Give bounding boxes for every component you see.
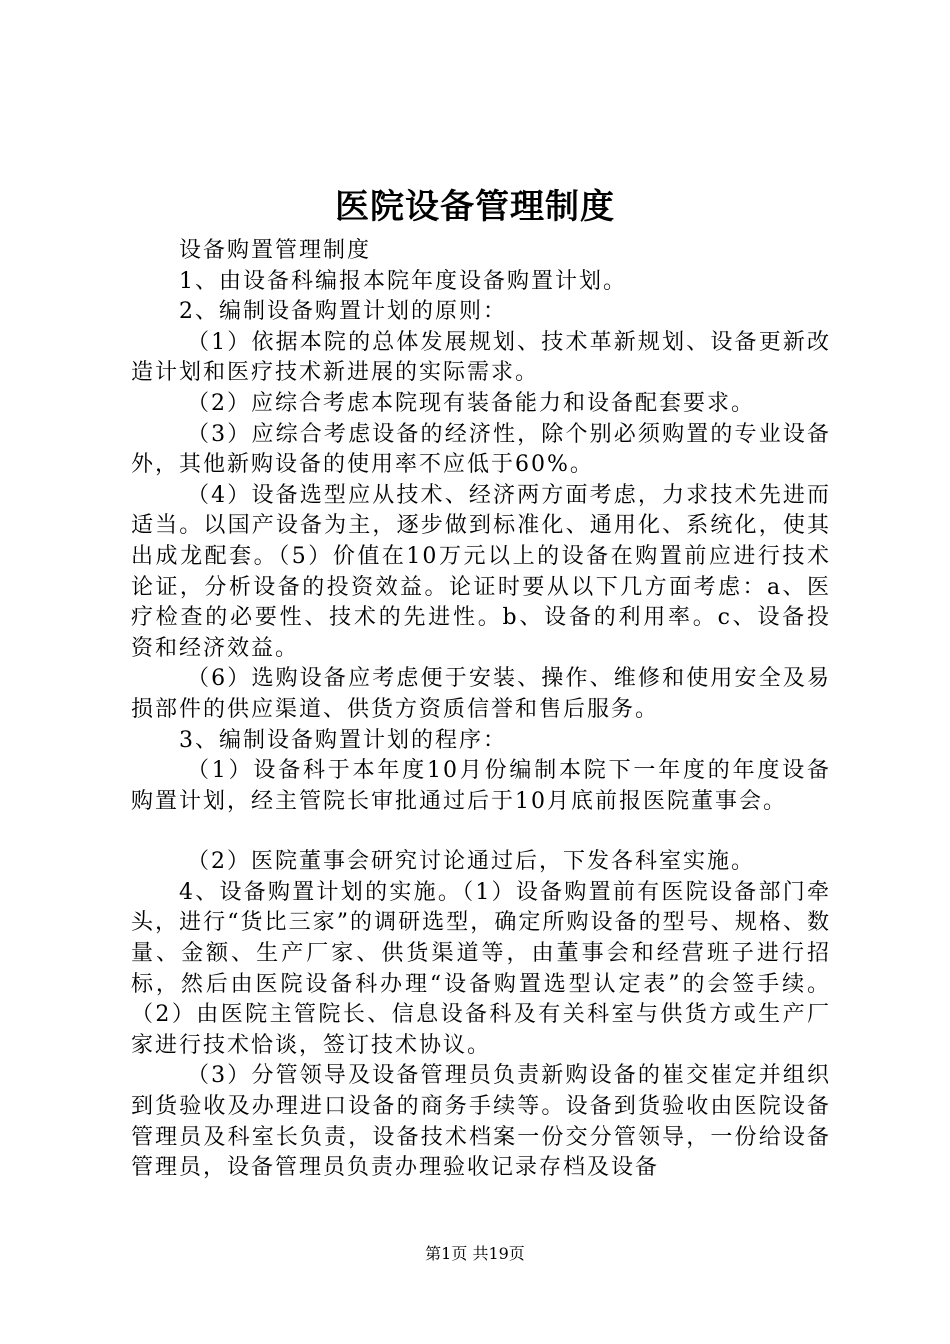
paragraph-principle-1: （1）依据本院的总体发展规划、技术革新规划、设备更新改造计划和医疗技术新进展的实际需求。	[131, 329, 831, 386]
paragraph-principle-4-5: （4）设备选型应从技术、经济两方面考虑，力求技术先进而适当。以国产设备为主，逐步做到标准化、通用化、系统化，使其出成龙配套。（5）价值在10万元以上的设备在购置前应进行技术论证，分析设备的投资效益。论证时要从以下几方面考虑：a、医疗检查的必要性、技术的先进性。b、设备的利用率。c、设备投资和经济效益。	[131, 482, 831, 661]
paragraph-procedure-2: （2）医院董事会研究讨论通过后，下发各科室实施。	[187, 849, 755, 875]
paragraph-implementation-3: （3）分管领导及设备管理员负责新购设备的崔交崔定并组织到货验收及办理进口设备的商务手续等。设备到货验收由医院设备管理员及科室长负责，设备技术档案一份交分管领导，一份给设备管理员，设备管理员负责办理验收记录存档及设备	[131, 1063, 831, 1181]
paragraph-principle-6: （6）选购设备应考虑便于安装、操作、维修和使用安全及易损部件的供应渠道、供货方资质信誉和售后服务。	[131, 666, 831, 722]
page-footer: 第1页 共19页	[425, 1244, 525, 1263]
paragraph-section-heading: 设备购置管理制度	[179, 238, 372, 263]
paragraph-principle-3: （3）应综合考虑设备的经济性，除个别必须购置的专业设备外，其他新购设备的使用率不应低于60%。	[131, 421, 831, 478]
paragraph-item-2: 2、编制设备购置计划的原则：	[179, 299, 507, 325]
paragraph-item-4: 4、设备购置计划的实施。（1）设备购置前有医院设备部门牵头，进行“货比三家”的调研选型，确定所购设备的型号、规格、数量、金额、生产厂家、供货渠道等，由董事会和经营班子进行招标，然后由医院设备科办理“设备购置选型认定表”的会签手续。（2）由医院主管院长、信息设备科及有关科室与供货方或生产厂家进行技术恰谈，签订技术协议。	[131, 879, 831, 1058]
document-body	[131, 236, 831, 1184]
paragraph-item-1: 1、由设备科编报本院年度设备购置计划。	[179, 268, 627, 294]
paragraph-procedure-1: （1）设备科于本年度10月份编制本院下一年度的年度设备购置计划，经主管院长审批通过后于10月底前报医院董事会。	[131, 758, 831, 814]
document-title: 医院设备管理制度	[335, 187, 615, 227]
paragraph-spacer	[131, 817, 831, 847]
paragraph-item-3: 3、编制设备购置计划的程序：	[179, 727, 507, 753]
paragraph-principle-2: （2）应综合考虑本院现有装备能力和设备配套要求。	[187, 390, 755, 416]
